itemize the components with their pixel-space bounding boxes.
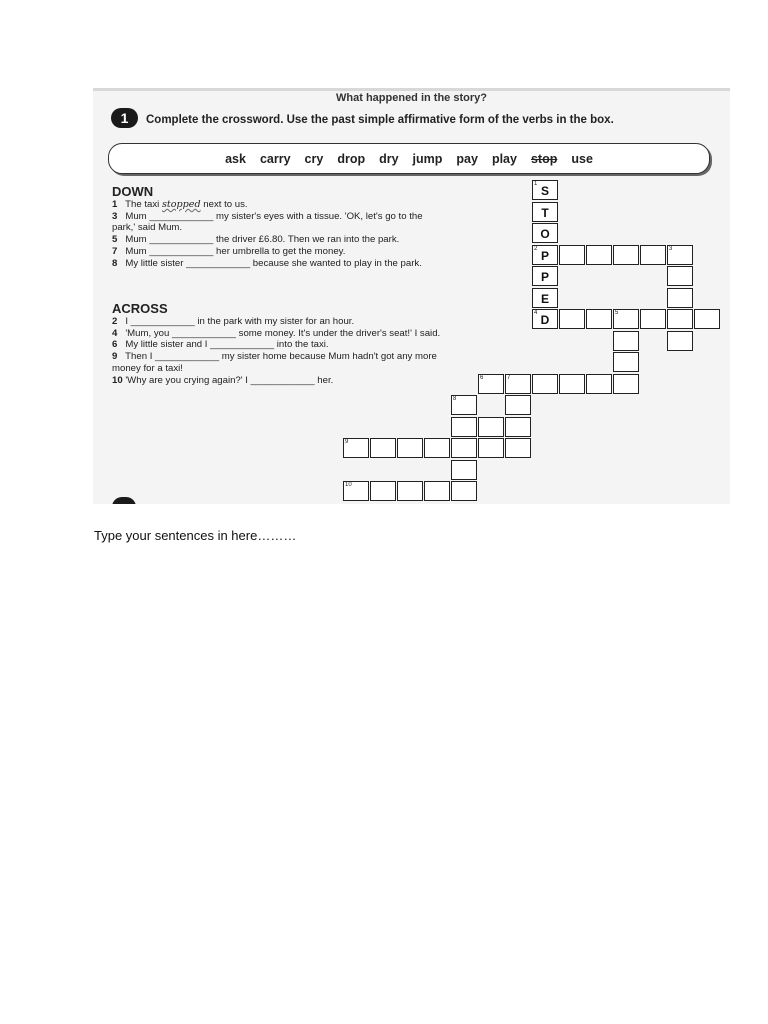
verb-word: cry bbox=[304, 151, 324, 166]
clue-number: 1 bbox=[534, 181, 538, 187]
clue-number: 6 bbox=[480, 374, 484, 381]
crossword-cell[interactable] bbox=[559, 309, 585, 329]
verb-word: play bbox=[491, 151, 517, 166]
crossword-cell[interactable] bbox=[424, 481, 450, 501]
verb-word: ask bbox=[225, 151, 246, 166]
crossword-cell[interactable] bbox=[532, 266, 558, 286]
down-heading: DOWN bbox=[112, 184, 154, 199]
clue-number: 5 bbox=[615, 310, 619, 316]
crossword-cell[interactable] bbox=[532, 180, 558, 200]
crossword-cell[interactable] bbox=[478, 374, 504, 394]
crossword-cell[interactable] bbox=[451, 481, 477, 501]
filled-letter: D bbox=[540, 313, 550, 327]
exercise-instruction: Complete the crossword. Use the past simple affirmative form of the verbs in the box. bbox=[146, 114, 614, 126]
answer-prompt[interactable]: Type your sentences in here……… bbox=[94, 528, 297, 543]
clue-down-7: 7 Mum ____________ her umbrella to get the money. bbox=[112, 245, 346, 257]
verb-word: use bbox=[571, 151, 593, 166]
crossword-cell[interactable] bbox=[343, 438, 369, 458]
crossword-cell[interactable] bbox=[613, 245, 639, 265]
clue-number: 2 bbox=[534, 245, 538, 252]
crossword-cell[interactable] bbox=[343, 481, 369, 501]
crossword-cell[interactable] bbox=[613, 309, 639, 329]
filled-letter: T bbox=[541, 205, 549, 220]
crossword-cell[interactable] bbox=[505, 374, 531, 394]
verb-word: pay bbox=[456, 151, 478, 166]
crossword-cell[interactable] bbox=[505, 395, 531, 415]
crossword-cell[interactable] bbox=[397, 438, 423, 458]
crossword-cell[interactable] bbox=[667, 245, 693, 265]
crossword-cell[interactable] bbox=[667, 331, 693, 351]
crossword-cell[interactable] bbox=[667, 266, 693, 286]
crossword-cell[interactable] bbox=[667, 309, 693, 329]
clue-across-4: 4 'Mum, you ____________ some money. It's under the driver's seat!' I said. bbox=[112, 327, 441, 339]
crossword-cell[interactable] bbox=[532, 223, 558, 243]
crossword-cell[interactable] bbox=[370, 438, 396, 458]
clue-number: 10 bbox=[345, 482, 352, 488]
crossword-cell[interactable] bbox=[667, 288, 693, 308]
crossword-cell[interactable] bbox=[532, 245, 558, 265]
verb-word: dry bbox=[379, 151, 399, 166]
example-answer: stopped bbox=[161, 199, 201, 210]
clue-across-10: 10 'Why are you crying again?' I ____________ her. bbox=[112, 374, 334, 386]
crossword-cell[interactable] bbox=[586, 245, 612, 265]
crossword-cell[interactable] bbox=[586, 309, 612, 329]
crossword-cell[interactable] bbox=[370, 481, 396, 501]
crossword-cell[interactable] bbox=[559, 245, 585, 265]
filled-letter: O bbox=[540, 227, 550, 241]
crossword-cell[interactable] bbox=[451, 417, 477, 437]
crossword-cell[interactable] bbox=[505, 438, 531, 458]
crossword-cell[interactable] bbox=[613, 352, 639, 372]
clue-number: 9 bbox=[345, 439, 349, 445]
clue-down-1: 1 The taxi stopped next to us. bbox=[112, 199, 248, 210]
clue-across-9: 9 Then I ____________ my sister home because Mum hadn't got any more money for a taxi! bbox=[112, 351, 440, 374]
crossword-cell[interactable] bbox=[505, 417, 531, 437]
crossword-cell[interactable] bbox=[532, 374, 558, 394]
crossword-cell[interactable] bbox=[613, 374, 639, 394]
crossword-cell[interactable] bbox=[640, 309, 666, 329]
across-heading: ACROSS bbox=[112, 301, 168, 316]
crossword-cell[interactable] bbox=[451, 460, 477, 480]
verb-word: jump bbox=[412, 151, 443, 166]
clue-number: 3 bbox=[669, 245, 673, 252]
clue-across-2: 2 I ____________ in the park with my sister for an hour. bbox=[112, 316, 355, 327]
verb-word: carry bbox=[259, 151, 291, 166]
filled-letter: S bbox=[540, 184, 549, 198]
crossword-cell[interactable] bbox=[694, 309, 720, 329]
crossword-cell[interactable] bbox=[532, 309, 558, 329]
crossword-worksheet bbox=[93, 88, 730, 504]
crossword-cell[interactable] bbox=[532, 288, 558, 308]
worksheet-title: What happened in the story? bbox=[336, 92, 487, 104]
crossword-grid bbox=[93, 88, 730, 504]
crossword-cell[interactable] bbox=[424, 438, 450, 458]
clue-number: 7 bbox=[507, 374, 511, 381]
clue-down-3: 3 Mum ____________ my sister's eyes with a tissue. 'OK, let's go to the park,' said Mum. bbox=[112, 210, 426, 234]
crossword-cell[interactable] bbox=[478, 417, 504, 437]
clue-across-6: 6 My little sister and I ____________ into the taxi. bbox=[112, 339, 329, 351]
clue-down-5: 5 Mum ____________ the driver £6.80. Then we ran into the park. bbox=[112, 234, 400, 246]
crossword-cell[interactable] bbox=[640, 245, 666, 265]
filled-letter: P bbox=[540, 248, 549, 263]
crossword-cell[interactable] bbox=[451, 395, 477, 415]
verb-word: drop bbox=[337, 151, 366, 166]
crossword-cell[interactable] bbox=[532, 202, 558, 222]
crossword-cell[interactable] bbox=[586, 374, 612, 394]
crossword-cell[interactable] bbox=[397, 481, 423, 501]
crossword-cell[interactable] bbox=[451, 438, 477, 458]
crossword-cell[interactable] bbox=[613, 331, 639, 351]
crossword-cell[interactable] bbox=[559, 374, 585, 394]
clue-number: 4 bbox=[534, 310, 538, 316]
clue-down-8: 8 My little sister ____________ because she wanted to play in the park. bbox=[112, 257, 422, 269]
filled-letter: P bbox=[540, 270, 549, 284]
verb-word-crossed-out: stop bbox=[530, 151, 558, 166]
filled-letter: E bbox=[540, 291, 549, 306]
crossword-cell[interactable] bbox=[478, 438, 504, 458]
clue-number: 8 bbox=[453, 396, 457, 402]
exercise-number-badge: 1 bbox=[111, 108, 138, 128]
